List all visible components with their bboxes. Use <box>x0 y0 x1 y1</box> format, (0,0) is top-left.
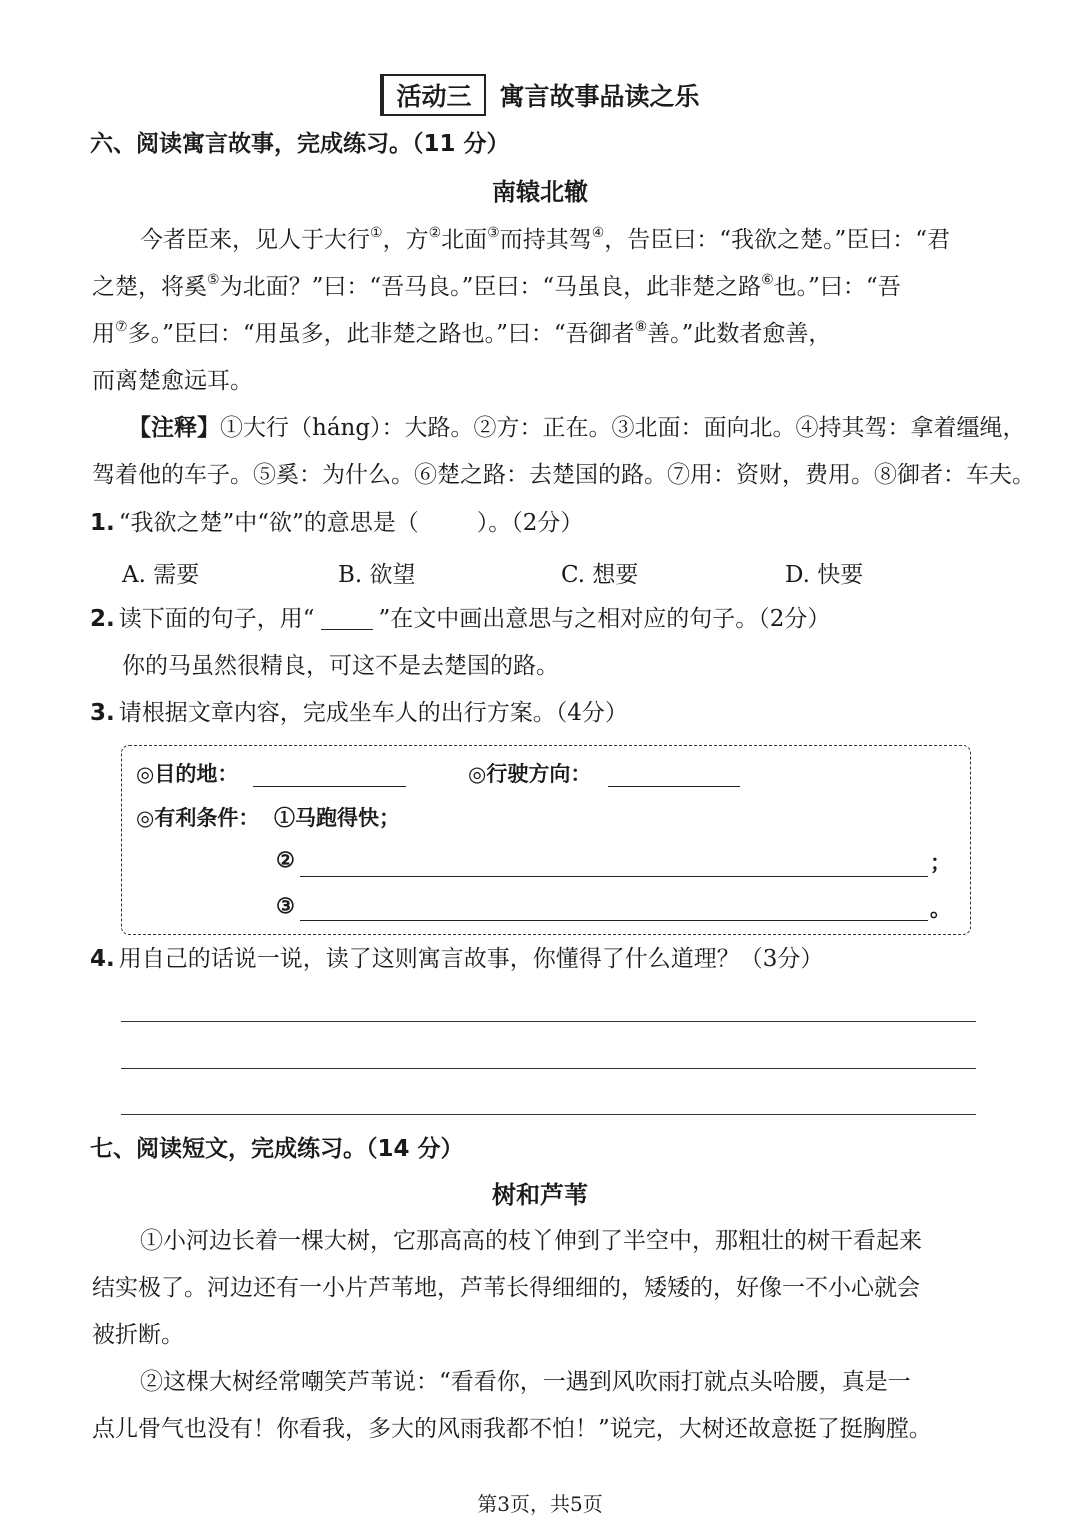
q4-answer-line-2[interactable] <box>121 1068 976 1069</box>
activity-header <box>0 74 1080 116</box>
section-7-para-1-line-2: 结实极了。河边还有一小片芦苇地，芦苇长得细细的，矮矮的，好像一不小心就会 <box>92 1275 920 1301</box>
story-title-nanyuan: 南辕北辙 <box>492 177 588 206</box>
section-7-para-2-line-1: ②这棵大树经常嘲笑芦苇说：“看看你，一遇到风吹雨打就点头哈腰，真是一 <box>140 1369 911 1395</box>
q1-option-b[interactable]: B. 欲望 <box>338 562 416 588</box>
passage-line-1: 今者臣来，见人于大行①，方②北面③而持其驾④，告臣曰：“我欲之楚。”臣曰：“君 <box>140 225 951 253</box>
section-7-para-2-line-2: 点儿骨气也没有！你看我，多大的风雨我都不怕！”说完，大树还故意挺了挺胸膛。 <box>92 1416 932 1442</box>
condition-2-number: ② <box>276 847 295 872</box>
story-title-tree-reed: 树和芦苇 <box>492 1180 588 1209</box>
condition-2-blank[interactable] <box>300 876 928 877</box>
page-number: 第3页，共5页 <box>477 1492 603 1516</box>
section-6-title: 六、阅读寓言故事，完成练习。（11 分） <box>90 131 510 157</box>
condition-3-end: 。 <box>930 896 951 921</box>
conditions-label: ◎有利条件： <box>136 805 260 830</box>
section-7-title: 七、阅读短文，完成练习。（14 分） <box>90 1136 464 1162</box>
activity-title: 寓言故事品读之乐 <box>499 82 700 111</box>
q4-answer-line-1[interactable] <box>121 1021 976 1022</box>
underline-sample <box>321 607 373 630</box>
condition-1: ①马跑得快； <box>274 805 400 830</box>
condition-3-number: ③ <box>276 893 295 918</box>
destination-blank[interactable] <box>253 786 406 787</box>
question-1: 1. “我欲之楚”中“欲”的意思是（ ）。（2分） <box>90 510 584 536</box>
condition-3-blank[interactable] <box>300 920 928 921</box>
condition-2-end: ； <box>930 850 951 875</box>
q1-option-c[interactable]: C. 想要 <box>561 562 639 588</box>
question-3: 3. 请根据文章内容，完成坐车人的出行方案。（4分） <box>90 700 628 726</box>
section-7-para-1-line-3: 被折断。 <box>92 1322 184 1348</box>
direction-blank[interactable] <box>608 786 740 787</box>
notes-label: 【注释】 <box>128 415 220 441</box>
passage-line-3: 用⑦多。”臣曰：“用虽多，此非楚之路也。”曰：“吾御者⑧善。”此数者愈善， <box>92 319 832 347</box>
section-7-para-1-line-1: ①小河边长着一棵大树，它那高高的枝丫伸到了半空中，那粗壮的树干看起来 <box>140 1228 922 1254</box>
passage-line-2: 之楚，将奚⑤为北面？”曰：“吾马良。”臣曰：“马虽良，此非楚之路⑥也。”曰：“吾 <box>92 272 901 300</box>
q4-answer-line-3[interactable] <box>121 1114 976 1115</box>
notes-line-1: 【注释】①大行（háng）：大路。②方：正在。③北面：面向北。④持其驾：拿着缰绳， <box>128 415 1026 441</box>
question-2: 2. 读下面的句子，用“ ”在文中画出意思与之相对应的句子。（2分） <box>90 606 831 632</box>
question-4: 4. 用自己的话说一说，读了这则寓言故事，你懂得了什么道理？（3分） <box>90 946 824 972</box>
passage-line-4: 而离楚愈远耳。 <box>92 368 253 394</box>
activity-label: 活动三 <box>380 74 485 116</box>
q1-option-d[interactable]: D. 快要 <box>785 562 864 588</box>
q2-sentence: 你的马虽然很精良，可这不是去楚国的路。 <box>122 653 559 679</box>
q1-option-a[interactable]: A. 需要 <box>122 562 200 588</box>
direction-label: ◎行驶方向： <box>468 761 592 786</box>
notes-line-2: 驾着他的车子。⑤奚：为什么。⑥楚之路：去楚国的路。⑦用：资财，费用。⑧御者：车夫。 <box>92 462 1035 488</box>
destination-label: ◎目的地： <box>136 761 239 786</box>
